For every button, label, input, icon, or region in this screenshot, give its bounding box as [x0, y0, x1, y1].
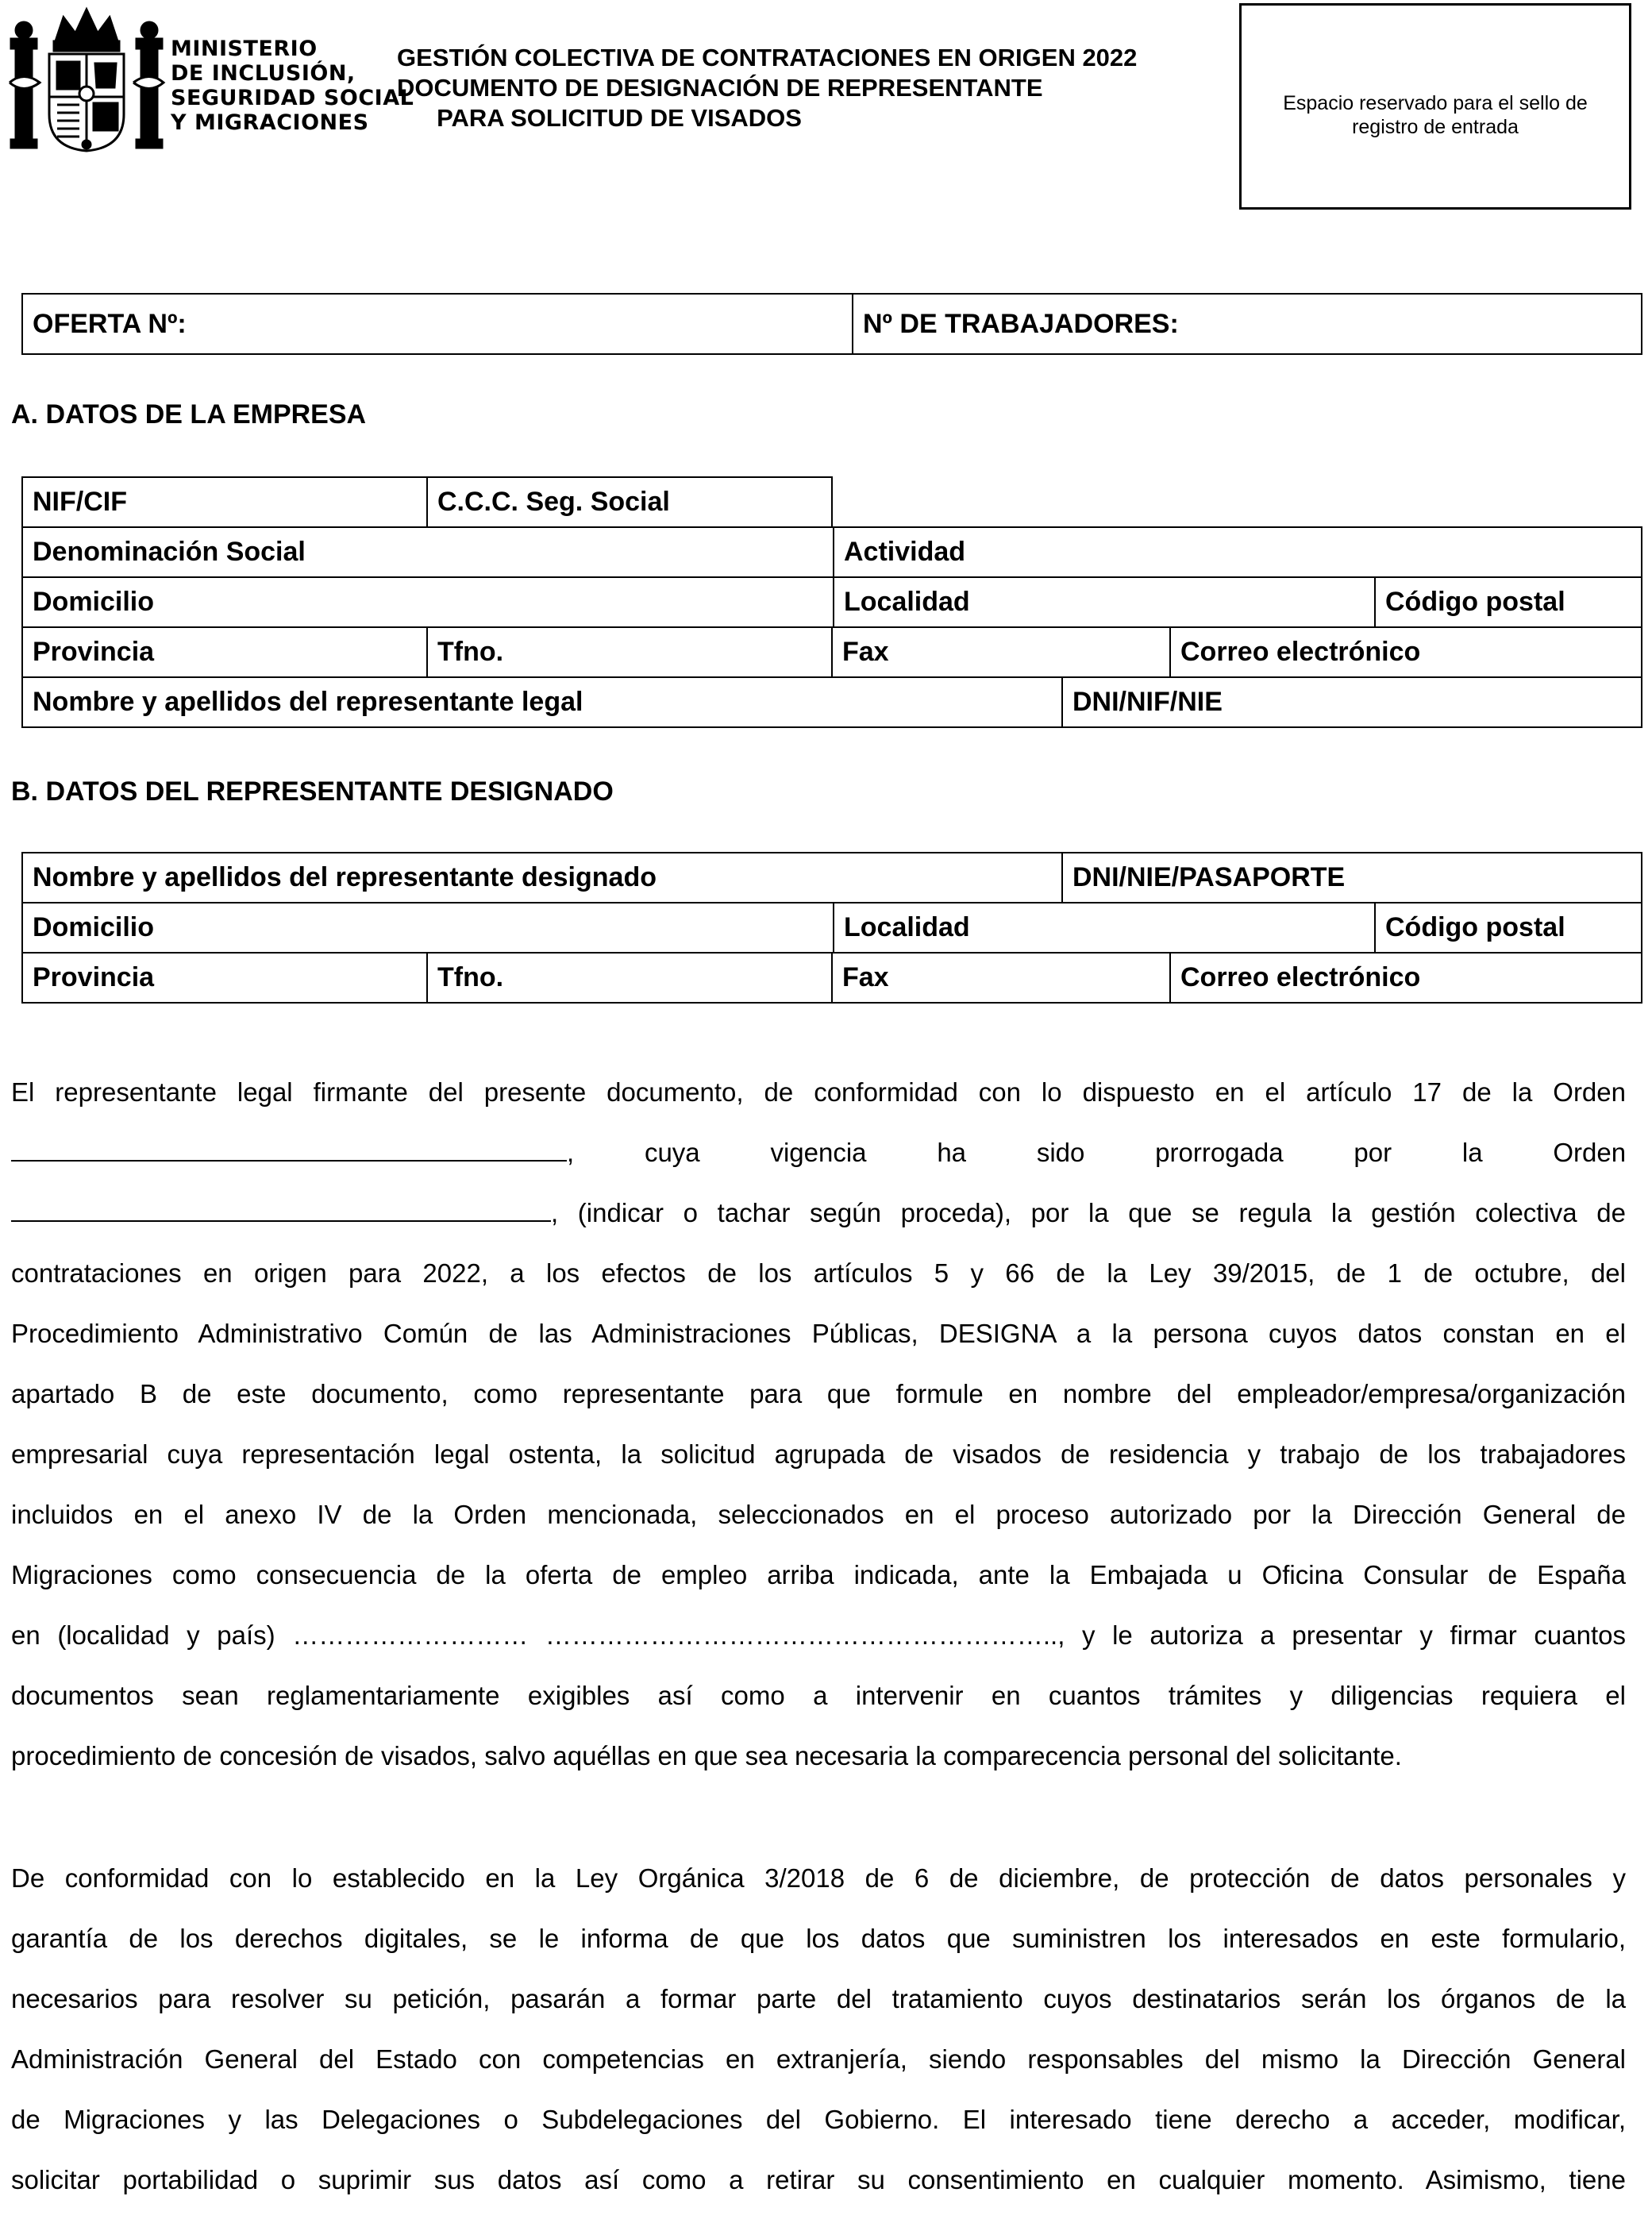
actividad-label: Actividad: [844, 537, 966, 567]
paragraph-word: prorrogada: [1155, 1138, 1284, 1167]
domicilio-label: Domicilio: [33, 587, 155, 617]
tfno-field[interactable]: [427, 627, 832, 677]
nif-field[interactable]: [22, 477, 427, 527]
paragraph-word: la: [1461, 1138, 1483, 1167]
denominacion-label: Denominación Social: [33, 537, 306, 567]
rep-row-1: [21, 852, 1642, 903]
dni-pasaporte-field[interactable]: [1062, 853, 1642, 903]
paragraph-word: por: [1354, 1138, 1392, 1167]
correo-field[interactable]: [1170, 627, 1642, 677]
fax-label: Fax: [842, 637, 889, 667]
denominacion-field[interactable]: [22, 527, 834, 577]
oferta-label: OFERTA Nº:: [33, 308, 187, 339]
paragraph-line: solicitar portabilidad o suprimir sus datos así como a retirar su consentimiento en cualquier momento. Asimismo, tiene: [11, 2165, 1626, 2194]
representante-designado-field[interactable]: [22, 853, 1062, 903]
oferta-field[interactable]: [22, 294, 853, 354]
paragraph-text: , (indicar o tachar según proceda), por la que se regula la gestión colectiva de: [551, 1198, 1626, 1227]
registry-stamp-box: [1239, 3, 1631, 210]
company-row-1: [21, 476, 1642, 528]
paragraph-word: sido: [1036, 1138, 1085, 1167]
paragraph-line-with-blank: [11, 1196, 1626, 1256]
paragraph-line: El representante legal firmante del presente documento, de conformidad con lo dispuesto en el artículo 17 de la Orden: [11, 1077, 1626, 1107]
paragraph-line: incluidos en el anexo IV de la Orden mencionada, seleccionados en el proceso autorizado por la Dirección General de: [11, 1500, 1626, 1529]
paragraph-line: garantía de los derechos digitales, se le informa de que los datos que suministren los interesados en este formulario,: [11, 1924, 1626, 1953]
empty-cell: [832, 477, 1642, 527]
paragraph-line-with-blank: [11, 1135, 1626, 1196]
title-line: GESTIÓN COLECTIVA DE CONTRATACIONES EN ORIGEN 2022: [397, 44, 1138, 71]
title-line: DOCUMENTO DE DESIGNACIÓN DE REPRESENTANTE: [397, 74, 1043, 102]
provincia-label: Provincia: [33, 637, 155, 667]
rep-row-3: [21, 952, 1642, 1004]
section-b-title: B. DATOS DEL REPRESENTANTE DESIGNADO: [11, 776, 614, 807]
dni-label: DNI/NIF/NIE: [1072, 687, 1223, 717]
document-title: [397, 43, 1138, 133]
stamp-line: registro de entrada: [1352, 116, 1519, 138]
paragraph-word: ha: [937, 1138, 967, 1167]
ministry-line: Y MIGRACIONES: [171, 110, 369, 135]
paragraph-line: en (localidad y país) ……………………… ………………………………………………….., y le autoriza a presentar y firmar cuantos: [11, 1620, 1626, 1650]
domicilio-field[interactable]: [22, 577, 834, 627]
dni-field[interactable]: [1062, 677, 1642, 727]
paragraph-word: ,: [567, 1138, 575, 1167]
trabajadores-label: Nº DE TRABAJADORES:: [863, 308, 1179, 339]
paragraph-line: necesarios para resolver su petición, pasarán a formar parte del tratamiento cuyos destinatarios serán los órganos de la: [11, 1984, 1626, 2013]
company-row-4: [21, 626, 1642, 678]
localidad-label: Localidad: [844, 587, 970, 617]
rep-domicilio-label: Domicilio: [33, 912, 155, 942]
correo-label: Correo electrónico: [1180, 637, 1421, 667]
nif-label: NIF/CIF: [33, 487, 127, 517]
company-row-5: [21, 676, 1642, 728]
ministry-line: DE INCLUSIÓN,: [171, 61, 356, 86]
paragraph-word: vigencia: [770, 1138, 867, 1167]
actividad-field[interactable]: [834, 527, 1642, 577]
paragraph-line: De conformidad con lo establecido en la Ley Orgánica 3/2018 de 6 de diciembre, de protección de datos personales y: [11, 1863, 1626, 1893]
tfno-label: Tfno.: [437, 637, 504, 667]
rep-tfno-field[interactable]: [427, 953, 832, 1003]
rep-correo-field[interactable]: [1170, 953, 1642, 1003]
title-line: PARA SOLICITUD DE VISADOS: [437, 104, 802, 132]
representante-legal-label: Nombre y apellidos del representante legal: [33, 687, 583, 717]
representante-designado-label: Nombre y apellidos del representante designado: [33, 862, 657, 892]
paragraph-line: empresarial cuya representación legal ostenta, la solicitud agrupada de visados de residencia y trabajo de los trabajadores: [11, 1439, 1626, 1469]
rep-codigo-postal-field[interactable]: [1375, 903, 1642, 953]
orden-blank-2[interactable]: [11, 1198, 551, 1222]
paragraph-line: Migraciones como consecuencia de la oferta de empleo arriba indicada, ante la Embajada u Oficina Consular de España: [11, 1560, 1626, 1589]
orden-blank-1[interactable]: [11, 1138, 567, 1162]
ministry-line: SEGURIDAD SOCIAL: [171, 86, 414, 110]
rep-localidad-label: Localidad: [844, 912, 970, 942]
ccc-label: C.C.C. Seg. Social: [437, 487, 670, 517]
paragraph-line: Administración General del Estado con competencias en extranjería, siendo responsables del mismo la Dirección General: [11, 2044, 1626, 2074]
stamp-text: [1242, 91, 1629, 139]
paragraph-word: Orden: [1553, 1138, 1627, 1167]
offer-table: [21, 293, 1642, 355]
paragraph-line: de Migraciones y las Delegaciones o Subdelegaciones del Gobierno. El interesado tiene derecho a acceder, modificar,: [11, 2105, 1626, 2134]
rep-fax-label: Fax: [842, 962, 889, 992]
codigo-postal-label: Código postal: [1385, 587, 1565, 617]
localidad-field[interactable]: [834, 577, 1375, 627]
fax-field[interactable]: [832, 627, 1170, 677]
stamp-line: Espacio reservado para el sello de: [1283, 92, 1588, 114]
company-row-2: [21, 526, 1642, 578]
paragraph-line: apartado B de este documento, como representante para que formule en nombre del empleador/empresa/organización: [11, 1379, 1626, 1408]
ccc-field[interactable]: [427, 477, 832, 527]
rep-domicilio-field[interactable]: [22, 903, 834, 953]
representante-legal-field[interactable]: [22, 677, 1062, 727]
provincia-field[interactable]: [22, 627, 427, 677]
rep-localidad-field[interactable]: [834, 903, 1375, 953]
ministry-line: MINISTERIO: [171, 37, 318, 61]
paragraph-line: Procedimiento Administrativo Común de las Administraciones Públicas, DESIGNA a la persona cuyos datos constan en el: [11, 1319, 1626, 1348]
codigo-postal-field[interactable]: [1375, 577, 1642, 627]
rep-fax-field[interactable]: [832, 953, 1170, 1003]
section-a-title: A. DATOS DE LA EMPRESA: [11, 399, 367, 430]
rep-codigo-postal-label: Código postal: [1385, 912, 1565, 942]
company-row-3: [21, 576, 1642, 628]
rep-provincia-field[interactable]: [22, 953, 427, 1003]
ministry-name: [171, 37, 414, 135]
paragraph-line: documentos sean reglamentariamente exigibles así como a intervenir en cuantos trámites y diligencias requiera el: [11, 1681, 1626, 1710]
trabajadores-field[interactable]: [853, 294, 1642, 354]
paragraph-word: cuya: [644, 1138, 700, 1167]
designation-paragraph: [11, 1075, 1626, 1799]
paragraph-line: procedimiento de concesión de visados, salvo aquéllas en que sea necesaria la comparecencia personal del solicitante.: [11, 1741, 1402, 1770]
rep-tfno-label: Tfno.: [437, 962, 504, 992]
dni-pasaporte-label: DNI/NIE/PASAPORTE: [1072, 862, 1346, 892]
data-protection-paragraph: [11, 1861, 1626, 2223]
rep-correo-label: Correo electrónico: [1180, 962, 1421, 992]
rep-provincia-label: Provincia: [33, 962, 155, 992]
rep-row-2: [21, 902, 1642, 954]
paragraph-line: contrataciones en origen para 2022, a los efectos de los artículos 5 y 66 de la Ley 39/2015, de 1 de octubre, del: [11, 1258, 1626, 1288]
